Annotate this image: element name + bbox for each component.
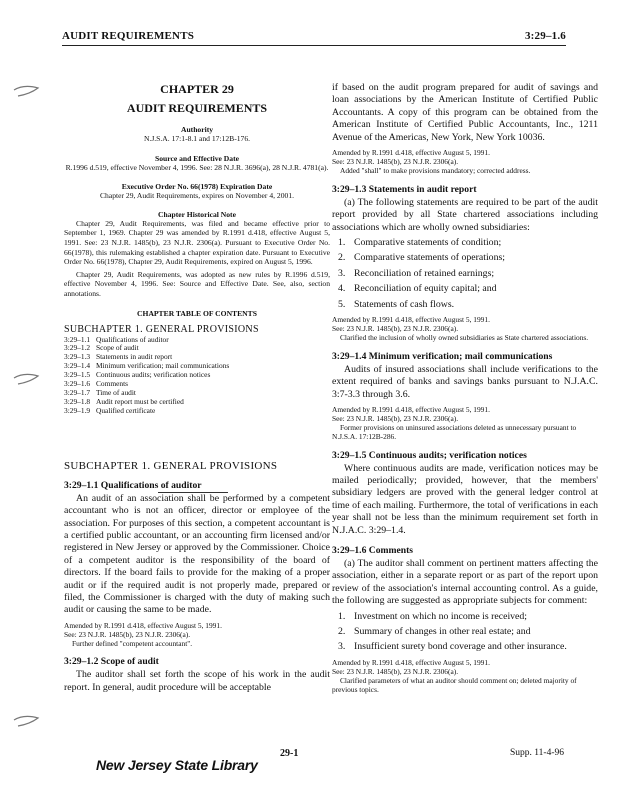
toc-row[interactable]: 3:29–1.3 Statements in audit report — [64, 352, 173, 362]
historical-note-p1: Chapter 29, Audit Requirements, was filed and became effective prior to September 1, 1969. Chapter 29 was amended by R.1991 d.418, effective August 5, 1991. See: 23 N.J.R. 1485(b), 23 N.J.R. 2306(a). Pursuant to Executive Order No. 66(1978), this rulemaking established a chapter expiration date. Pursuant to Executive Order No. 66(1978), Chapter 29, Audit Requirements, expired on August 5, 1996. — [64, 218, 330, 267]
list-item: 3. Reconciliation of retained earnings; — [338, 267, 495, 279]
toc-subchapter: SUBCHAPTER 1. GENERAL PROVISIONS — [64, 323, 259, 335]
toc-row[interactable]: 3:29–1.6 Comments — [64, 379, 129, 389]
section-1-4-heading: 3:29–1.4 Minimum verification; mail communications — [332, 350, 553, 362]
section-1-6-amendment: Amended by R.1991 d.418, effective August 5, 1991. See: 23 N.J.R. 1485(b), 23 N.J.R. 2306(a). Clarified parameters of what an auditor should comment on; deleted majority of previous topics. — [332, 657, 577, 694]
list-item: 2. Summary of changes in other real estate; and — [338, 626, 531, 638]
toc-row[interactable]: 3:29–1.1 Qualifications of auditor — [64, 334, 169, 344]
list-item: 3. Insufficient surety bond coverage and other insurance. — [338, 641, 567, 653]
section-1-1-amendment: Amended by R.1991 d.418, effective August 5, 1991. See: 23 N.J.R. 1485(b), 23 N.J.R. 2306(a). Further defined "competent accountant". — [64, 620, 222, 648]
section-1-5-text: Where continuous audits are made, verification notices may be mailed periodically; provided, however, that the members' subsidiary ledgers are proved with the general ledger control at time of each mailing. Furthermore, the total of verifications in each year shall not be less than the minimum requirement set forth in N.J.A.C. 3:29–1.4. — [332, 462, 598, 536]
section-1-2-amendment: Amended by R.1991 d.418, effective August 5, 1991. See: 23 N.J.R. 1485(b), 23 N.J.R. 2306(a). Added "shall" to make provisions mandatory; corrected address. — [332, 148, 531, 175]
header-title: AUDIT REQUIREMENTS — [62, 30, 195, 42]
toc-row[interactable]: 3:29–1.5 Continuous audits; verification notices — [64, 370, 211, 380]
authority-text: N.J.S.A. 17:1-8.1 and 17:12B-176. — [143, 134, 251, 143]
toc-divider — [158, 492, 228, 493]
left-column — [64, 52, 330, 694]
library-stamp: New Jersey State Library — [96, 757, 258, 773]
chapter-number: CHAPTER 29 — [160, 82, 234, 96]
section-1-1-heading: 3:29–1.1 Qualifications of auditor — [64, 479, 202, 491]
running-header — [62, 30, 566, 44]
list-item: 4. Reconciliation of equity capital; and — [338, 283, 497, 295]
section-1-3-heading: 3:29–1.3 Statements in audit report — [332, 183, 477, 195]
page-number: 29-1 — [280, 748, 299, 759]
section-1-6-heading: 3:29–1.6 Comments — [332, 545, 414, 556]
punch-hole-mark — [10, 368, 46, 388]
toc-row[interactable]: 3:29–1.9 Qualified certificate — [64, 405, 156, 415]
section-1-2-heading: 3:29–1.2 Scope of audit — [64, 656, 159, 668]
supplement-date: Supp. 11-4-96 — [509, 748, 564, 758]
list-item: 5. Statements of cash flows. — [338, 298, 455, 310]
list-item: 1. Comparative statements of condition; — [338, 236, 502, 248]
header-rule — [62, 45, 566, 46]
toc-row[interactable]: 3:29–1.4 Minimum verification; mail communications — [64, 361, 230, 371]
punch-hole-mark — [10, 710, 46, 730]
toc-label: CHAPTER TABLE OF CONTENTS — [137, 308, 257, 318]
list-item: 2. Comparative statements of operations; — [338, 252, 505, 264]
section-1-2-continued: if based on the audit program prepared for audit of savings and loan associations by the American Institute of Certified Public Accountants. A copy of this program can be obtained from the American Institute of Certified Public Accountants, Inc., 1211 Avenue of the Americas, New York, New York 10036. — [332, 82, 598, 143]
historical-note-p2: Chapter 29, Audit Requirements, was adopted as new rules by R.1996 d.519, effective November 4, 1996. See: Source and Effective Date. See, also, section annotations. — [64, 269, 330, 298]
section-1-2-text: The auditor shall set forth the scope of his work in the audit report. In general, audit procedure will be acceptable — [64, 669, 330, 693]
section-1-1-text: An audit of an association shall be performed by a competent accountant who is not an officer, director or employee of the association. For purposes of this section, a competent accountant is a certified public accountant, or an accounting firm licensed and/or registered in New Jersey or approved by the Commissioner. Choice of a competent auditor is the responsibility of the board of directors. If the board fails to provide for the making of a proper audit or if the required audit is not properly made, prepared or filed, the Commissioner is charged with the duty of making such audit or causing the same to be made. — [64, 492, 330, 616]
section-1-6-text: (a) The auditor shall comment on pertinent matters affecting the association, either in a separate report or as part of the report upon review of the association's internal accounting control. As a guide, the following are suggested as appropriate subjects for comment: — [332, 558, 598, 607]
section-1-3-text: (a) The following statements are required to be part of the audit report provided by all State chartered associations including associations which are wholly owned subsidiaries: — [332, 196, 598, 233]
section-1-6-list — [338, 611, 598, 654]
toc-row[interactable]: 3:29–1.7 Time of audit — [64, 387, 136, 397]
authority-label: Authority — [180, 125, 214, 134]
chapter-title: AUDIT REQUIREMENTS — [126, 101, 268, 115]
toc-row[interactable]: 3:29–1.8 Audit report must be certified — [64, 396, 184, 406]
list-item: 1. Investment on which no income is received; — [338, 610, 528, 622]
eo-text: Chapter 29, Audit Requirements, expires on November 4, 2001. — [99, 191, 295, 201]
section-1-3-list — [338, 237, 598, 311]
source-label: Source and Effective Date — [154, 153, 239, 163]
eo-label: Executive Order No. 66(1978) Expiration Date — [121, 182, 273, 192]
table-of-contents — [64, 336, 330, 416]
historical-note-label: Chapter Historical Note — [158, 209, 236, 219]
source-text: R.1996 d.519, effective November 4, 1996. See: 28 N.J.R. 3696(a), 28 N.J.R. 4781(a). — [65, 162, 329, 172]
subchapter-heading: SUBCHAPTER 1. GENERAL PROVISIONS — [64, 459, 278, 472]
toc-row[interactable]: 3:29–1.2 Scope of audit — [64, 343, 139, 353]
punch-hole-mark — [10, 80, 46, 100]
right-column — [332, 82, 598, 694]
section-1-3-amendment: Amended by R.1991 d.418, effective August 5, 1991. See: 23 N.J.R. 1485(b), 23 N.J.R. 2306(a). Clarified the inclusion of wholly owned subsidiaries as State chartered associations. — [332, 315, 589, 342]
section-1-4-amendment: Amended by R.1991 d.418, effective August 5, 1991. See: 23 N.J.R. 1485(b), 23 N.J.R. 2306(a). Former provisions on uninsured associations deleted as unnecessary pursuant to N.J.S.A. 17:12B-286. — [332, 404, 577, 441]
header-section-range: 3:29–1.6 — [524, 30, 566, 42]
section-1-5-heading: 3:29–1.5 Continuous audits; verification notices — [332, 449, 527, 461]
section-1-4-text: Audits of insured associations shall include verifications to the extent required of banks and savings banks pursuant to N.J.A.C. 3:7-3.3 through 3.6. — [332, 363, 598, 400]
